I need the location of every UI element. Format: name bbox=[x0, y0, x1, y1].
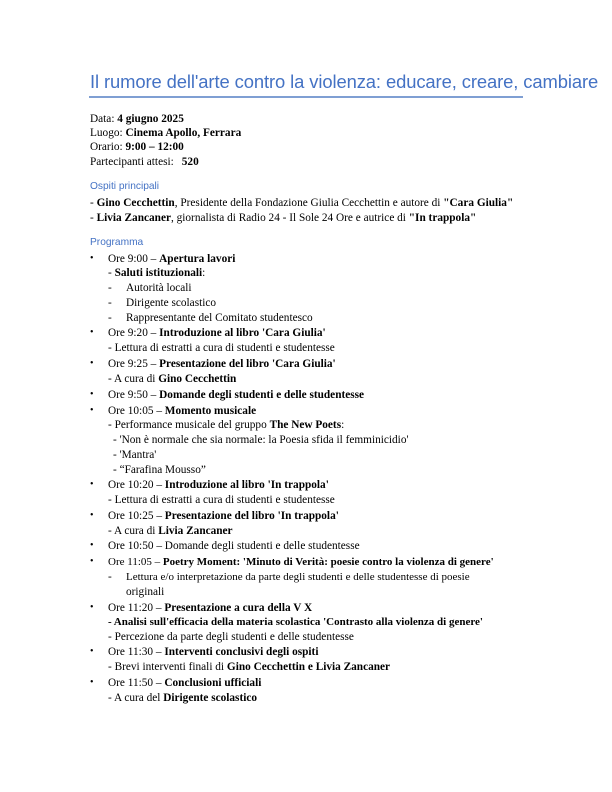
program-item bbox=[108, 252, 235, 266]
guest-book: "Cara Giulia" bbox=[443, 197, 514, 209]
sub-item-continued: originali bbox=[126, 586, 165, 598]
item-time: Ore 11:50 – bbox=[108, 677, 165, 689]
program-item bbox=[108, 326, 326, 340]
dash-marker: - bbox=[108, 571, 112, 583]
sub-item: Rappresentante del Comitato studentesco bbox=[126, 312, 313, 324]
time-line bbox=[90, 140, 184, 154]
bullet-icon: • bbox=[90, 677, 94, 688]
sub-prefix: - Performance musicale del gruppo bbox=[108, 419, 270, 431]
program-item bbox=[108, 357, 336, 371]
item-title: Poetry Moment: 'Minuto di Verità: poesie contro la violenza di genere' bbox=[162, 556, 494, 568]
item-time: Ore 10:20 – bbox=[108, 479, 165, 491]
dash-marker: - bbox=[108, 297, 112, 309]
item-time: Ore 9:00 – bbox=[108, 253, 160, 265]
item-title: Presentazione a cura della V X bbox=[164, 602, 313, 614]
guest-prefix: - bbox=[90, 212, 97, 224]
program-item bbox=[108, 509, 339, 523]
guest-line-2 bbox=[90, 211, 476, 225]
guest-role: , giornalista di Radio 24 - Il Sole 24 Ore e autrice di bbox=[170, 212, 409, 224]
program-item bbox=[108, 555, 494, 569]
item-title: Introduzione al libro 'In trappola' bbox=[164, 479, 329, 491]
program-item bbox=[108, 676, 261, 690]
program-item bbox=[108, 645, 318, 659]
item-title: Interventi conclusivi degli ospiti bbox=[164, 646, 319, 658]
item-time: Ore 9:20 – bbox=[108, 327, 160, 339]
sub-bold: Gino Cecchettin bbox=[158, 373, 237, 385]
guests-heading: Ospiti principali bbox=[90, 181, 160, 192]
program-item bbox=[108, 388, 364, 402]
item-subline bbox=[108, 372, 236, 386]
bullet-icon: • bbox=[90, 389, 94, 400]
date-label: Data: bbox=[90, 113, 118, 125]
item-title: Conclusioni ufficiali bbox=[164, 677, 262, 689]
sub-item: Autorità locali bbox=[126, 282, 192, 294]
item-title: Domande degli studenti e delle studentesse bbox=[159, 389, 365, 401]
bullet-icon: • bbox=[90, 646, 94, 657]
item-subline bbox=[108, 266, 205, 280]
item-title: Introduzione al libro 'Cara Giulia' bbox=[159, 327, 326, 339]
guest-book: "In trappola" bbox=[408, 212, 477, 224]
item-subline: - Lettura di estratti a cura di studenti e studentesse bbox=[108, 494, 335, 506]
sub-bold: Livia Zancaner bbox=[158, 525, 233, 537]
song-title: - “Farafina Mousso” bbox=[113, 464, 206, 476]
program-item: Ore 10:50 – Domande degli studenti e delle studentesse bbox=[108, 540, 360, 552]
sub-bold: Dirigente scolastico bbox=[163, 692, 258, 704]
bullet-icon: • bbox=[90, 405, 94, 416]
dash-marker: - bbox=[108, 312, 112, 324]
bullet-icon: • bbox=[90, 479, 94, 490]
song-title: - 'Mantra' bbox=[113, 449, 157, 461]
document-title: Il rumore dell'arte contro la violenza: educare, creare, cambiare bbox=[90, 71, 599, 92]
item-subline bbox=[108, 418, 344, 432]
program-heading: Programma bbox=[90, 237, 144, 248]
song-title: - 'Non è normale che sia normale: la Poesia sfida il femminicidio' bbox=[113, 434, 409, 446]
participants-value: 520 bbox=[181, 156, 199, 168]
program-item bbox=[108, 601, 312, 615]
sub-prefix: - Brevi interventi finali di bbox=[108, 661, 227, 673]
bullet-icon: • bbox=[90, 540, 94, 551]
sub-bold: The New Poets bbox=[269, 419, 342, 431]
bullet-icon: • bbox=[90, 510, 94, 521]
place-label: Luogo: bbox=[90, 127, 126, 139]
bullet-icon: • bbox=[90, 253, 94, 264]
sub-bold: Gino Cecchettin e Livia Zancaner bbox=[226, 661, 391, 673]
sub-bold: Saluti istituzionali bbox=[114, 267, 203, 279]
program-item bbox=[108, 404, 256, 418]
participants-label: Partecipanti attesi: bbox=[90, 156, 174, 168]
sub-item: Dirigente scolastico bbox=[126, 297, 217, 309]
date-line bbox=[90, 112, 184, 126]
item-subline bbox=[108, 660, 390, 674]
item-subline bbox=[108, 691, 257, 705]
item-subline: - Lettura di estratti a cura di studenti e studentesse bbox=[108, 342, 335, 354]
item-time: Ore 11:20 – bbox=[108, 602, 165, 614]
item-time: Ore 11:30 – bbox=[108, 646, 165, 658]
item-title: Presentazione del libro 'Cara Giulia' bbox=[159, 358, 336, 370]
item-time: Ore 9:25 – bbox=[108, 358, 160, 370]
program-item bbox=[108, 478, 329, 492]
item-time: Ore 9:50 – bbox=[108, 389, 160, 401]
sub-prefix: - bbox=[108, 267, 115, 279]
item-time: Ore 10:05 – bbox=[108, 405, 165, 417]
guest-prefix: - bbox=[90, 197, 97, 209]
title-underline bbox=[89, 96, 523, 98]
sub-rest: : bbox=[341, 419, 345, 431]
sub-rest: : bbox=[202, 267, 206, 279]
sub-prefix: - A cura di bbox=[108, 525, 159, 537]
guest-name: Livia Zancaner bbox=[96, 212, 171, 224]
date-value: 4 giugno 2025 bbox=[117, 113, 184, 125]
dash-marker: - bbox=[108, 282, 112, 294]
bullet-icon: • bbox=[90, 327, 94, 338]
guest-line-1 bbox=[90, 196, 513, 210]
item-subline: - Percezione da parte degli studenti e delle studentesse bbox=[108, 631, 354, 643]
sub-prefix: - A cura di bbox=[108, 373, 159, 385]
place-value: Cinema Apollo, Ferrara bbox=[125, 127, 242, 139]
item-time: Ore 10:25 – bbox=[108, 510, 165, 522]
sub-prefix: - A cura del bbox=[108, 692, 164, 704]
bullet-icon: • bbox=[90, 602, 94, 613]
participants-line bbox=[90, 155, 199, 169]
item-time: Ore 11:05 – bbox=[108, 556, 163, 568]
sub-item: Lettura e/o interpretazione da parte degli studenti e delle studentesse di poesie bbox=[126, 571, 470, 583]
time-label: Orario: bbox=[90, 141, 126, 153]
item-title: Presentazione del libro 'In trappola' bbox=[164, 510, 339, 522]
item-subline bbox=[108, 524, 233, 538]
bullet-icon: • bbox=[90, 556, 94, 567]
guest-name: Gino Cecchettin bbox=[96, 197, 175, 209]
item-subline: - Analisi sull'efficacia della materia scolastica 'Contrasto alla violenza di genere' bbox=[108, 616, 483, 628]
item-title: Momento musicale bbox=[164, 405, 257, 417]
place-line bbox=[90, 126, 241, 140]
bullet-icon: • bbox=[90, 358, 94, 369]
item-title: Apertura lavori bbox=[159, 253, 236, 265]
time-value: 9:00 – 12:00 bbox=[125, 141, 184, 153]
guest-role: , Presidente della Fondazione Giulia Cecchettin e autore di bbox=[174, 197, 444, 209]
